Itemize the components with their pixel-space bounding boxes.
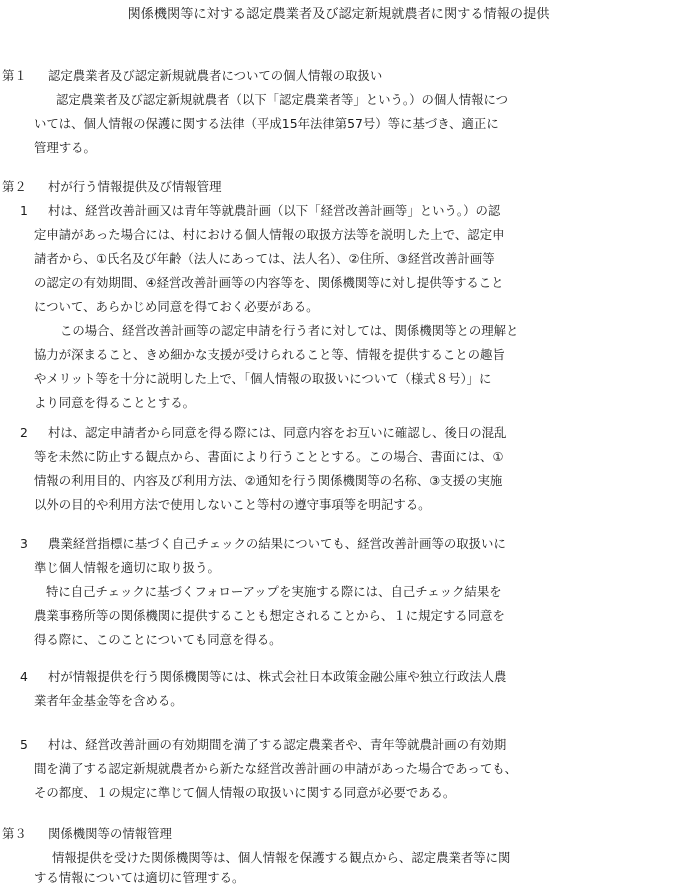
list-item-number: 4 (20, 669, 28, 684)
list-item-subline: より同意を得ることとする。 (34, 395, 196, 410)
paragraph-line: する情報については適切に管理する。 (34, 870, 245, 885)
list-item-text: 村は、経営改善計画又は青年等就農計画（以下「経営改善計画等」という。）の認 (48, 203, 501, 218)
section-heading-text: 認定農業者及び認定新規就農者についての個人情報の取扱い (48, 68, 383, 83)
section-1-heading (2, 67, 382, 85)
list-item-subline: 農業事務所等の関係機関に提供することも想定されることから、１に規定する同意を (34, 608, 505, 623)
section-heading-text: 村が行う情報提供及び情報管理 (48, 179, 222, 194)
paragraph-line: いては、個人情報の保護に関する法律（平成15年法律第57号）等に基づき、適正に (34, 116, 499, 131)
section-number: 第２ (2, 179, 27, 194)
list-item-line: 準じ個人情報を適切に取り扱う。 (34, 560, 220, 575)
list-item-line: 以外の目的や利用方法で使用しないこと等村の遵守事項等を明記する。 (34, 497, 431, 512)
list-item-line: 請者から、①氏名及び年齢（法人にあっては、法人名）、②住所、③経営改善計画等 (34, 251, 495, 266)
list-item-line: 等を未然に防止する観点から、書面により行うこととする。この場合、書面には、① (34, 449, 504, 464)
list-item-subline: 協力が深まること、きめ細かな支援が受けられること等、情報を提供することの趣旨 (34, 347, 505, 362)
list-item-first-line (20, 424, 652, 442)
list-item-number: 5 (20, 737, 28, 752)
list-item-4 (20, 668, 652, 710)
list-item-line: 情報の利用目的、内容及び利用方法、②通知を行う関係機関等の名称、③支援の実施 (34, 473, 503, 488)
list-item-3 (20, 535, 652, 649)
list-item-number: 2 (20, 425, 28, 440)
section-1-paragraph (34, 91, 666, 157)
list-item-line: の認定の有効期間、④経営改善計画等の内容等を、関係機関等に対し提供等すること (34, 275, 504, 290)
list-item-subline: 特に自己チェックに基づくフォローアップを実施する際には、自己チェック結果を (46, 584, 502, 599)
list-item-first-line (20, 736, 652, 754)
list-item-text: 農業経営指標に基づく自己チェックの結果についても、経営改善計画等の取扱いに (48, 536, 506, 551)
list-item-line: について、あらかじめ同意を得ておく必要がある。 (34, 299, 319, 314)
list-item-number: 3 (20, 536, 28, 551)
list-item-line: 間を満了する認定新規就農者から新たな経営改善計画の申請があった場合であっても、 (34, 761, 517, 776)
list-item-5 (20, 736, 652, 802)
list-item-2 (20, 424, 652, 514)
document-title: 関係機関等に対する認定農業者及び認定新規就農者に関する情報の提供 (127, 7, 550, 22)
list-item-subline: この場合、経営改善計画等の認定申請を行う者に対しては、関係機関等との理解と (60, 323, 519, 338)
list-item-first-line (20, 535, 652, 553)
paragraph-line: 情報提供を受けた関係機関等は、個人情報を保護する観点から、認定農業者等に関 (52, 850, 511, 865)
section-2-heading (2, 178, 221, 196)
section-3-heading (2, 825, 172, 843)
list-item-line: 定申請があった場合には、村における個人情報の取扱方法等を説明した上で、認定申 (34, 227, 505, 242)
list-item-subline: 得る際に、このことについても同意を得る。 (34, 632, 282, 647)
list-item-line: 業者年金基金等を含める。 (34, 693, 183, 708)
paragraph-line: 管理する。 (34, 140, 96, 155)
list-item-1 (20, 202, 652, 412)
list-item-text: 村は、認定申請者から同意を得る際には、同意内容をお互いに確認し、後日の混乱 (48, 425, 507, 440)
list-item-line: その都度、１の規定に準じて個人情報の取扱いに関する同意が必要である。 (34, 785, 456, 800)
paragraph-line: 認定農業者及び認定新規就農者（以下「認定農業者等」という。）の個人情報につ (56, 92, 509, 107)
list-item-first-line (20, 202, 652, 220)
list-item-first-line (20, 668, 652, 686)
list-item-subline: やメリット等を十分に説明した上で、「個人情報の取扱いについて（様式８号）」に (34, 371, 492, 386)
list-item-text: 村は、経営改善計画の有効期間を満了する認定農業者や、青年等就農計画の有効期 (48, 737, 507, 752)
section-heading-text: 関係機関等の情報管理 (48, 826, 172, 841)
list-item-text: 村が情報提供を行う関係機関等には、株式会社日本政策金融公庫や独立行政法人農 (48, 669, 507, 684)
section-number: 第１ (2, 68, 27, 83)
section-number: 第３ (2, 826, 27, 841)
section-3-paragraph (34, 849, 666, 887)
list-item-number: 1 (20, 203, 28, 218)
